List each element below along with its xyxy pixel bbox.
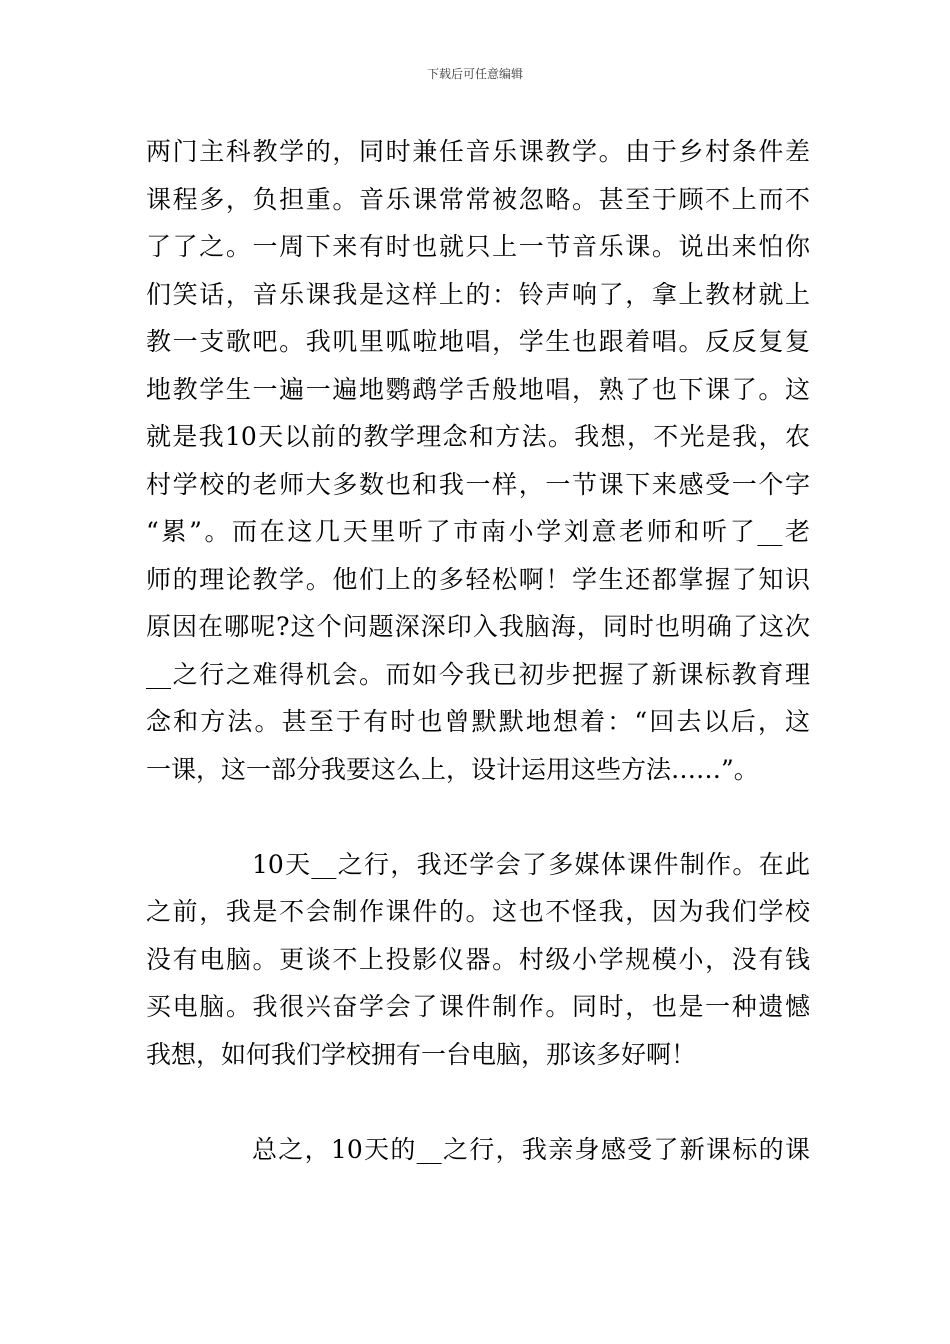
text-line: 课程多，负担重。音乐课常常被忽略。甚至于顾不上而不 xyxy=(146,184,810,214)
text-line: 一课，这一部分我要这么上，设计运用这些方法……”。 xyxy=(146,754,759,784)
text-line: 师的理论教学。他们上的多轻松啊！学生还都掌握了知识 xyxy=(146,564,810,594)
paragraph-1 xyxy=(146,128,810,793)
text-line: 总之，10天的__之行，我亲身感受了新课标的课 xyxy=(252,1134,810,1164)
text-line: 两门主科教学的，同时兼任音乐课教学。由于乡村条件差 xyxy=(146,137,810,166)
text-line: 之前，我是不会制作课件的。这也不怪我，因为我们学校 xyxy=(146,897,810,926)
text-line: 们笑话，音乐课我是这样上的：铃声响了，拿上教材就上 xyxy=(146,279,810,309)
text-line: 买电脑。我很兴奋学会了课件制作。同时，也是一种遗憾 xyxy=(146,992,810,1021)
text-line: 了了之。一周下来有时也就只上一节音乐课。说出来怕你 xyxy=(146,232,810,261)
text-line: 没有电脑。更谈不上投影仪器。村级小学规模小，没有钱 xyxy=(146,944,810,974)
text-line: 我想，如何我们学校拥有一台电脑，那该多好啊！ xyxy=(146,1039,697,1069)
paragraph-gap xyxy=(146,793,810,841)
paragraph-2 xyxy=(146,841,810,1079)
text-line: __之行之难得机会。而如今我已初步把握了新课标教育理 xyxy=(146,659,810,689)
page-header: 下载后可任意编辑 xyxy=(426,67,523,81)
text-line: 就是我10天以前的教学理念和方法。我想，不光是我，农 xyxy=(146,422,810,451)
text-line: 10天__之行，我还学会了多媒体课件制作。在此 xyxy=(252,849,810,879)
text-line: 念和方法。甚至于有时也曾默默地想着：“回去以后，这 xyxy=(146,707,810,736)
text-line: “累”。而在这几天里听了市南小学刘意老师和听了__老 xyxy=(146,517,810,546)
text-line: 村学校的老师大多数也和我一样，一节课下来感受一个字 xyxy=(146,469,810,499)
document-body xyxy=(146,128,810,1173)
paragraph-3 xyxy=(146,1126,810,1174)
text-line: 地教学生一遍一遍地鹦鹉学舌般地唱，熟了也下课了。这 xyxy=(146,374,810,404)
paragraph-gap xyxy=(146,1078,810,1126)
text-line: 原因在哪呢?这个问题深深印入我脑海，同时也明确了这次 xyxy=(146,612,810,641)
text-line: 教一支歌吧。我叽里呱啦地唱，学生也跟着唱。反反复复 xyxy=(146,327,810,356)
